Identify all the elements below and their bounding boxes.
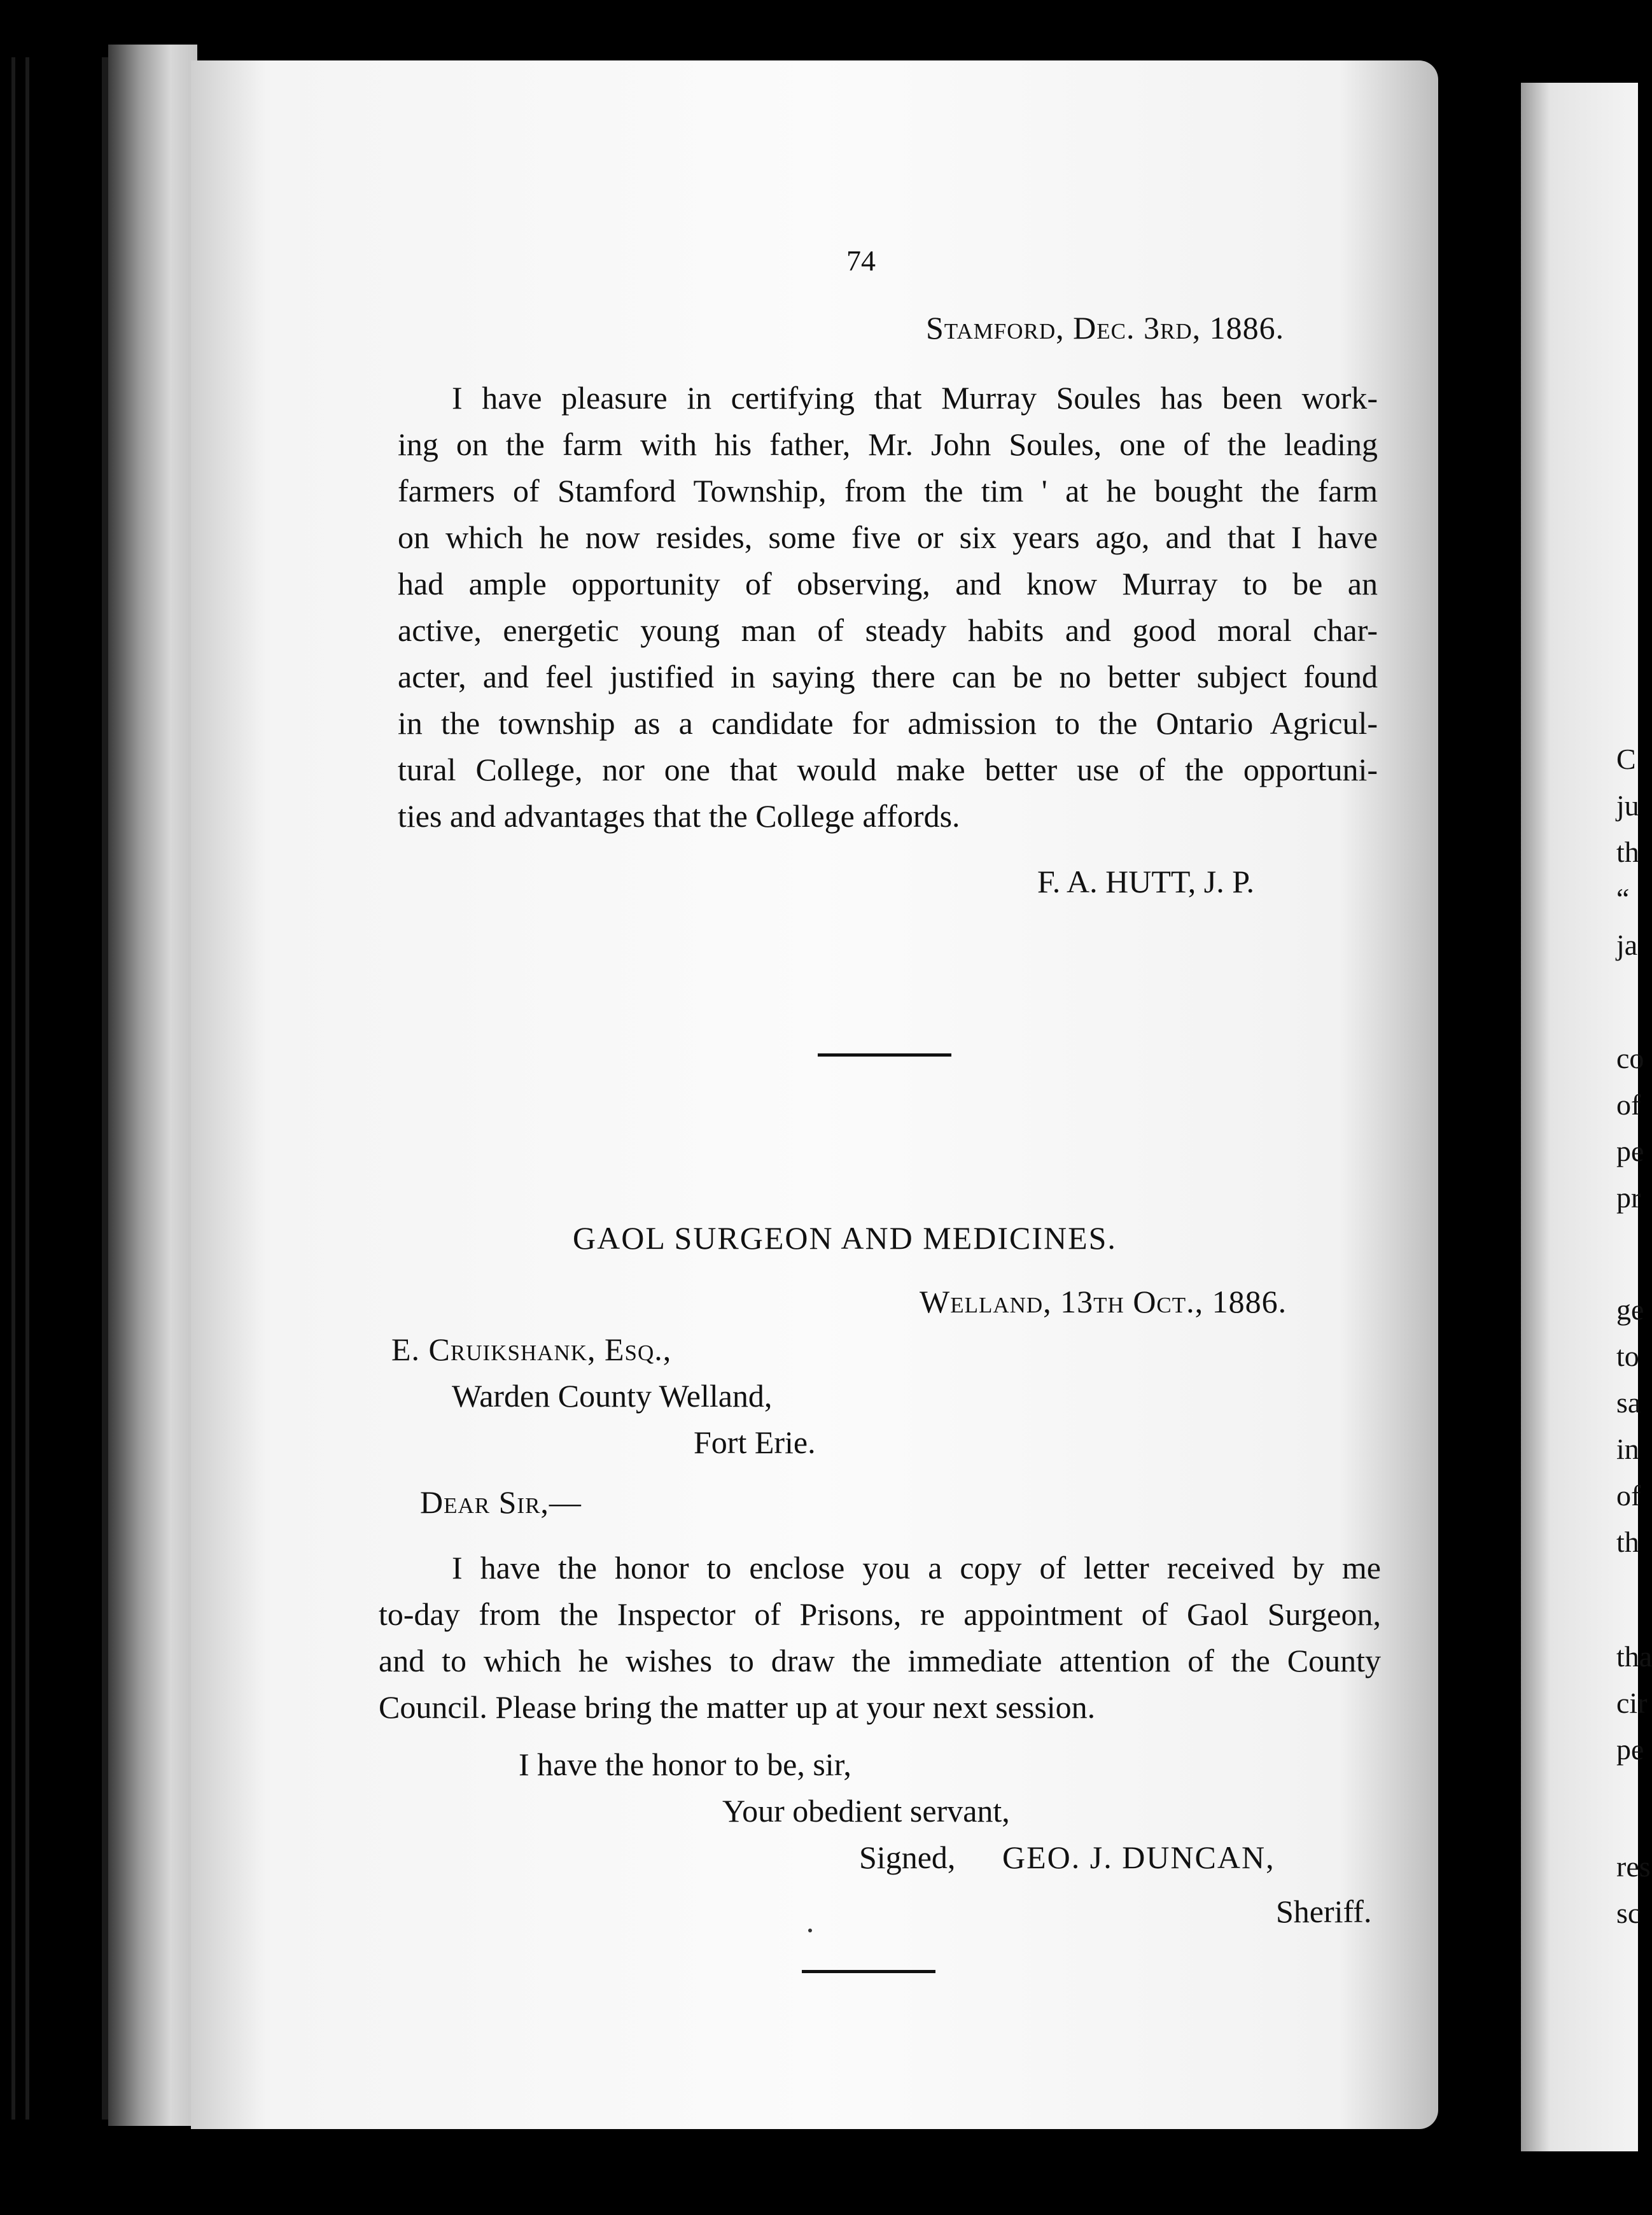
next-page-edge [1521, 83, 1652, 2151]
next-page-fragment: pr [1616, 1181, 1641, 1214]
letter2-line: Council. Please bring the matter up at your next session. [379, 1689, 1096, 1725]
next-page-fragment: pe [1616, 1135, 1644, 1167]
letter2-addressee-place: Fort Erie. [694, 1424, 816, 1460]
letter1-signature: F. A. HUTT, J. P. [1037, 864, 1254, 899]
letter1-line: tural College, nor one that would make better use of the opportuni- [398, 752, 1378, 787]
next-page-fragment: cir [1616, 1687, 1648, 1719]
letter2-closing: I have the honor to be, sir, [519, 1747, 851, 1782]
letter2-line: to-day from the Inspector of Prisons, re appointment of Gaol Surgeon, [379, 1596, 1381, 1632]
next-page-fragment: sa [1616, 1386, 1641, 1419]
next-page-fragment: ju [1616, 789, 1639, 822]
page-number: 74 [846, 244, 876, 277]
next-page-fragment: th [1616, 1526, 1639, 1558]
next-page-fragment: to [1616, 1340, 1639, 1372]
next-page-fragment: th [1616, 836, 1639, 868]
book-binding [108, 45, 197, 2126]
next-page-fragment: of [1616, 1088, 1641, 1121]
next-page-fragment: ge [1616, 1293, 1644, 1326]
letter2-signed-label: Signed, [859, 1839, 956, 1875]
next-page-fragment: in [1616, 1433, 1639, 1465]
next-page-fragment: res [1616, 1850, 1651, 1883]
ink-speck [808, 1929, 812, 1932]
letter2-dateline: Welland, 13th Oct., 1886. [920, 1284, 1287, 1319]
letter1-line: I have pleasure in certifying that Murray Soules has been work- [452, 380, 1378, 416]
book-page [191, 60, 1438, 2129]
next-page-fragment: of [1616, 1479, 1641, 1512]
next-page-fragment: sc [1616, 1897, 1641, 1929]
binding-edge-line [25, 57, 29, 2120]
letter2-line: I have the honor to enclose you a copy of letter received by me [452, 1550, 1381, 1586]
section-divider [818, 1053, 951, 1057]
letter1-line: had ample opportunity of observing, and know Murray to be an [398, 566, 1378, 601]
end-divider [802, 1970, 935, 1973]
letter1-line: farmers of Stamford Township, from the tim ' at he bought the farm [398, 473, 1378, 509]
letter1-line: in the township as a candidate for admission to the Ontario Agricul- [398, 705, 1378, 741]
next-page-fragment: pe [1616, 1733, 1644, 1766]
next-page-fragment: co [1616, 1042, 1644, 1074]
letter2-addressee-title: Warden County Welland, [452, 1378, 773, 1414]
next-page-fragment: “ [1616, 882, 1630, 915]
next-page-fragment: ja [1616, 929, 1638, 961]
letter2-closing-servant: Your obedient servant, [722, 1793, 1010, 1829]
next-page-fragment: tha [1616, 1640, 1652, 1673]
letter2-signer: GEO. J. DUNCAN, [1002, 1839, 1275, 1875]
letter1-line: active, energetic young man of steady habits and good moral char- [398, 612, 1378, 648]
letter1-dateline: Stamford, Dec. 3rd, 1886. [926, 310, 1285, 346]
letter2-salutation: Dear Sir,— [420, 1484, 582, 1520]
letter1-line: ties and advantages that the College affords. [398, 798, 960, 834]
letter1-line: ing on the farm with his father, Mr. John Soules, one of the leading [398, 426, 1378, 462]
letter1-line: acter, and feel justified in saying there can be no better subject found [398, 659, 1378, 694]
letter2-addressee-name: E. Cruikshank, Esq., [391, 1332, 672, 1367]
binding-edge-line [102, 57, 108, 2120]
letter1-line: on which he now resides, some five or six years ago, and that I have [398, 519, 1378, 555]
next-page-fragment: C [1616, 743, 1636, 775]
letter2-signer-title: Sheriff. [1276, 1894, 1372, 1929]
letter2-line: and to which he wishes to draw the immediate attention of the County [379, 1643, 1381, 1678]
section-heading: GAOL SURGEON AND MEDICINES. [573, 1220, 1117, 1256]
binding-edge-line [11, 57, 15, 2120]
